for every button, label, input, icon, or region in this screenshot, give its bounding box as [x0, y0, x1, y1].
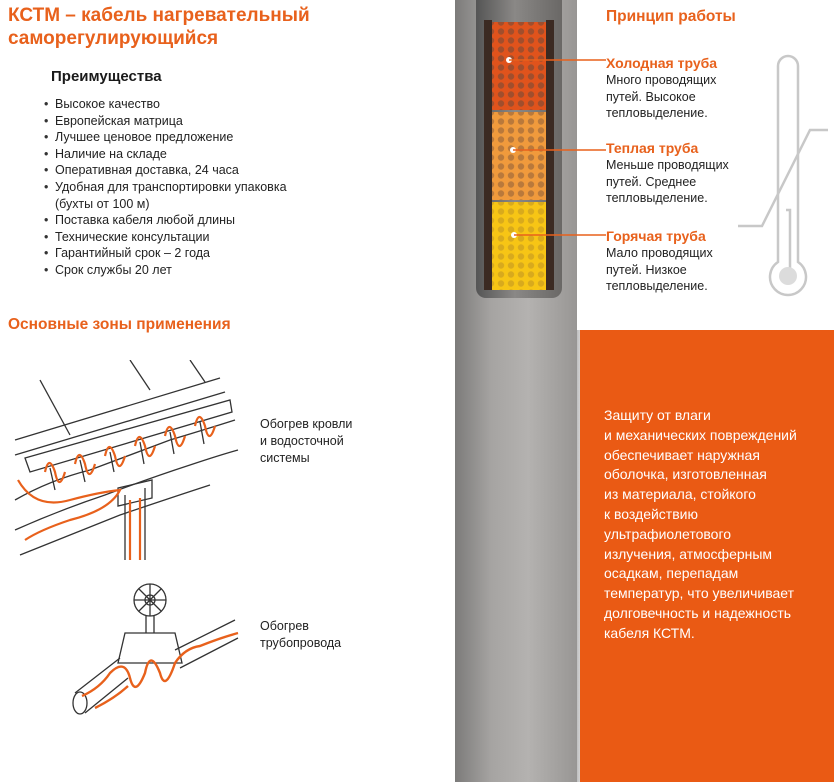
panel-line: и механических повреждений — [604, 426, 797, 443]
pipe-heating-illustration — [70, 578, 240, 728]
advantage-item: • Европейская матрица — [44, 113, 374, 130]
page-title — [8, 4, 428, 50]
state-desc-line: тепловыделение. — [606, 106, 708, 120]
state-desc-line: путей. Низкое — [606, 262, 687, 277]
advantage-item: • Гарантийный срок – 2 года — [44, 245, 374, 262]
panel-line: температур, что увеличивает — [604, 585, 795, 602]
advantages-heading: Преимущества — [51, 68, 162, 85]
panel-line: кабеля КСТМ. — [604, 624, 695, 641]
state-desc-line: тепловыделение. — [606, 279, 708, 293]
advantages-list — [44, 96, 374, 279]
label-line: системы — [260, 451, 310, 465]
label-line: трубопровода — [260, 636, 342, 650]
panel-line: из материала, стойкого — [604, 486, 756, 503]
state-desc-line: путей. Среднее — [606, 174, 697, 189]
label-line: и водосточной — [260, 434, 344, 448]
advantage-item: • Оперативная доставка, 24 часа — [44, 162, 374, 179]
advantage-item: • Удобная для транспортировки упаковка — [44, 179, 374, 196]
advantage-item-continuation: (бухты от 100 м) — [55, 196, 150, 211]
label-line: Обогрев — [260, 619, 309, 633]
title-line: КСТМ – кабель нагревательный — [8, 5, 310, 26]
state-title: Холодная труба — [606, 55, 718, 71]
advantage-item: • Срок службы 20 лет — [44, 262, 374, 279]
zones-heading: Основные зоны применения — [8, 316, 231, 333]
state-title: Теплая труба — [606, 140, 699, 156]
pointer-lines — [509, 50, 609, 250]
state-desc-line: путей. Высокое — [606, 89, 696, 104]
state-warm-pipe — [606, 140, 746, 207]
state-desc-line: Много проводящих — [606, 73, 717, 87]
state-desc-line: тепловыделение. — [606, 191, 708, 205]
state-desc-line: Мало проводящих — [606, 246, 713, 260]
panel-line: Защиту от влаги — [604, 407, 711, 423]
state-title: Горячая труба — [606, 228, 706, 244]
advantage-item: • Лучшее ценовое предложение — [44, 129, 374, 146]
principle-heading: Принцип работы — [606, 8, 736, 25]
thermometer-icon — [738, 50, 828, 300]
roof-heating-illustration — [10, 360, 240, 565]
panel-line: излучения, атмосферным — [604, 545, 773, 562]
title-line: саморегулирующийся — [8, 28, 219, 49]
panel-line: обеспечивает наружная — [604, 446, 760, 463]
pipe-heating-label — [260, 618, 400, 652]
advantage-item: • Технические консультации — [44, 229, 374, 246]
advantage-item: • Наличие на складе — [44, 146, 374, 163]
panel-line: оболочка, изготовленная — [604, 466, 767, 483]
panel-line: долговечность и надежность — [604, 604, 792, 621]
panel-line: ультрафиолетового — [604, 525, 732, 542]
state-cold-pipe — [606, 55, 746, 122]
state-hot-pipe — [606, 228, 746, 295]
info-panel-text — [604, 406, 832, 644]
panel-line: к воздействию — [604, 505, 698, 522]
state-desc-line: Меньше проводящих — [606, 158, 729, 172]
panel-line: осадкам, перепадам — [604, 565, 739, 582]
advantage-item: • Поставка кабеля любой длины — [44, 212, 374, 229]
roof-heating-label — [260, 416, 400, 467]
label-line: Обогрев кровли — [260, 417, 353, 431]
advantage-item: • Высокое качество — [44, 96, 374, 113]
